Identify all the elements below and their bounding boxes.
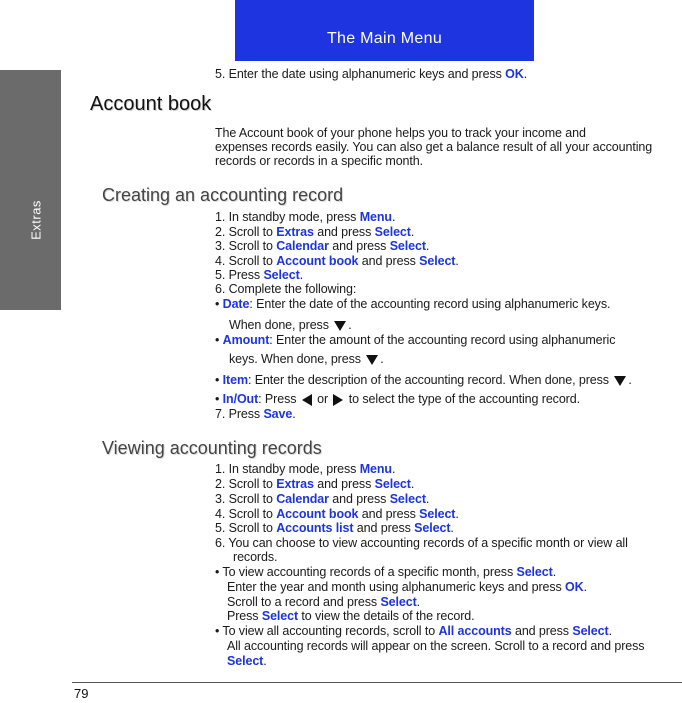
step-line: 2. Scroll to Extras and press Select. [215,477,415,491]
bullet-line: • To view all accounting records, scroll to All accounts and press Select. [215,624,612,638]
section-heading-account-book: Account book [90,93,212,115]
step-line: 4. Scroll to Account book and press Select. [215,507,459,521]
step-line: 4. Scroll to Account book and press Select. [215,254,459,268]
bullet-line: • Date: Enter the date of the accounting record using alphanumeric keys. [215,297,611,311]
down-arrow-icon [334,321,346,331]
bullet-line: • Item: Enter the description of the accounting record. When done, press . [215,373,632,387]
step-line: 5. Press Select. [215,268,304,282]
right-arrow-icon [333,394,343,406]
step-line: 5. Scroll to Accounts list and press Select. [215,521,454,535]
intro-line: records or records in a specific month. [215,154,423,168]
bullet-continuation: All accounting records will appear on the screen. Scroll to a record and press [227,639,645,653]
step-line: 2. Scroll to Extras and press Select. [215,225,415,239]
page-number: 79 [74,686,89,701]
step-line: 7. Press Save. [215,407,296,421]
bullet-continuation: Enter the year and month using alphanumeric keys and press OK. [227,580,587,594]
step-line: 5. Enter the date using alphanumeric keys and press OK. [215,67,528,81]
subheading-viewing: Viewing accounting records [102,438,322,458]
side-tab-label: Extras [28,200,44,240]
bullet-continuation: When done, press . [229,318,352,332]
step-line: 1. In standby mode, press Menu. [215,210,396,224]
chapter-title: The Main Menu [326,30,443,47]
bullet-continuation: keys. When done, press . [229,352,384,366]
step-continuation: records. [233,550,278,564]
subheading-creating: Creating an accounting record [102,185,344,205]
bullet-continuation: Press Select to view the details of the record. [227,609,475,623]
step-line: 3. Scroll to Calendar and press Select. [215,239,430,253]
bullet-line: • Amount: Enter the amount of the accounting record using alphanumeric [215,333,616,347]
step-line: 3. Scroll to Calendar and press Select. [215,492,430,506]
step-line: 1. In standby mode, press Menu. [215,462,396,476]
down-arrow-icon [366,355,378,365]
intro-line: The Account book of your phone helps you to track your income and [215,126,586,140]
left-arrow-icon [302,394,312,406]
step-line: 6. You can choose to view accounting records of a specific month or view all [215,536,628,550]
footer-divider [72,682,682,683]
step-line: 6. Complete the following: [215,282,357,296]
bullet-continuation: Select. [227,654,267,668]
bullet-continuation: Scroll to a record and press Select. [227,595,421,609]
bullet-line: • To view accounting records of a specific month, press Select. [215,565,557,579]
down-arrow-icon [614,376,626,386]
bullet-line: • In/Out: Press or to select the type of the accounting record. [215,392,580,406]
intro-line: expenses records easily. You can also get a balance result of all your accounting [215,140,653,154]
